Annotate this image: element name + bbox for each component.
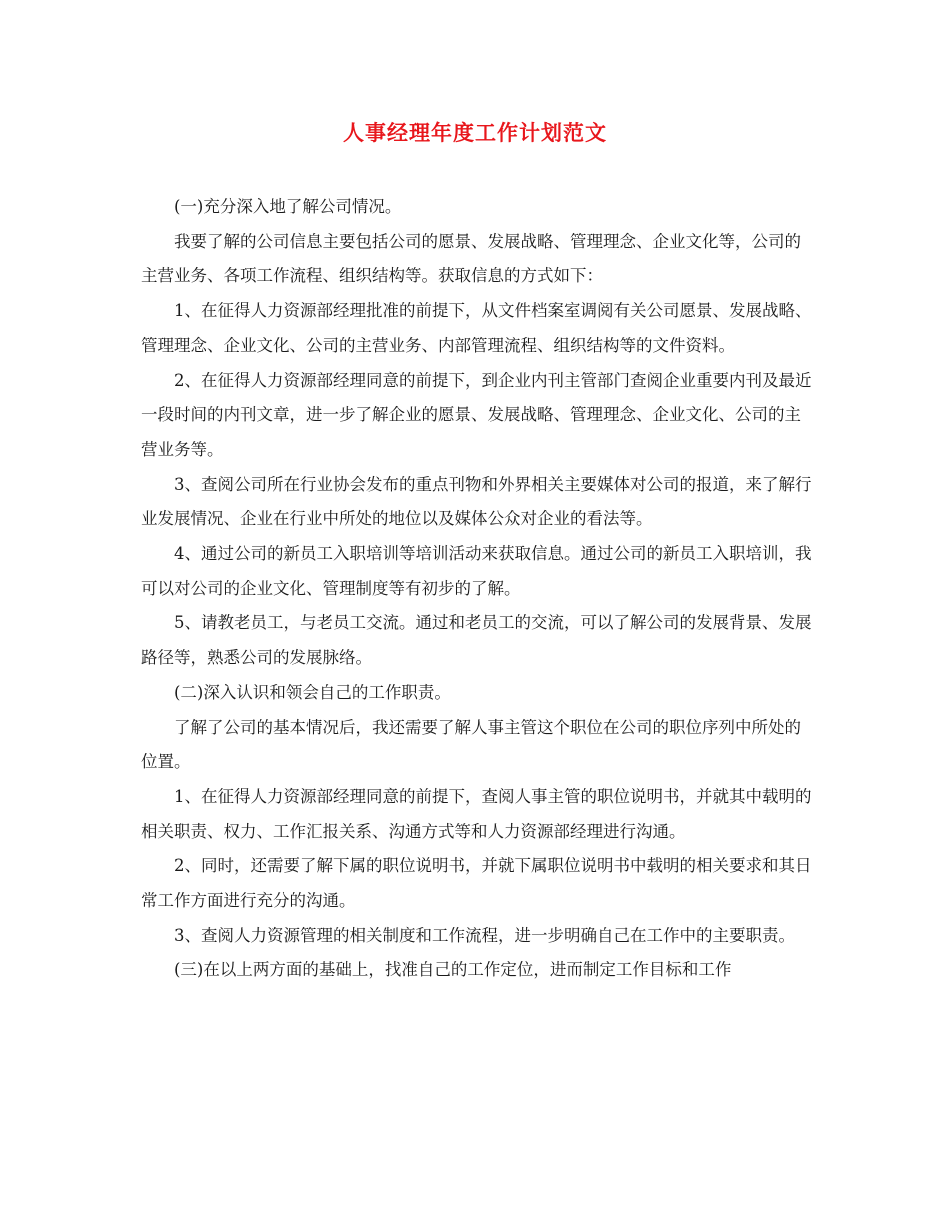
- paragraph: (三)在以上两方面的基础上，找准自己的工作定位，进而制定工作目标和工作: [174, 960, 732, 980]
- paragraph: 1、在征得人力资源部经理同意的前提下，查阅人事主管的职位说明书，并就其中载明的相关职责、权力、工作汇报关系、沟通方式等和人力资源部经理进行沟通。: [141, 786, 812, 841]
- paragraph: 5、请教老员工，与老员工交流。通过和老员工的交流，可以了解公司的发展背景、发展路径等，熟悉公司的发展脉络。: [141, 613, 812, 668]
- paragraph: 2、在征得人力资源部经理同意的前提下，到企业内刊主管部门查阅企业重要内刊及最近一段时间的内刊文章，进一步了解企业的愿景、发展战略、管理理念、企业文化、公司的主营业务等。: [141, 370, 812, 459]
- paragraph: (二)深入认识和领会自己的工作职责。: [174, 682, 451, 702]
- paragraph: (一)充分深入地了解公司情况。: [174, 197, 402, 216]
- document-title: 人事经理年度工作计划范文: [343, 121, 607, 145]
- paragraph: 1、在征得人力资源部经理批准的前提下，从文件档案室调阅有关公司愿景、发展战略、管理理念、企业文化、公司的主营业务、内部管理流程、组织结构等的文件资料。: [141, 301, 812, 355]
- document-body: [141, 190, 816, 988]
- paragraph: 2、同时，还需要了解下属的职位说明书，并就下属职位说明书中载明的相关要求和其日常工作方面进行充分的沟通。: [141, 856, 812, 911]
- paragraph: 3、查阅人力资源管理的相关制度和工作流程，进一步明确自己在工作中的主要职责。: [174, 925, 795, 945]
- paragraph: 3、查阅公司所在行业协会发布的重点刊物和外界相关主要媒体对公司的报道，来了解行业发展情况、企业在行业中所处的地位以及媒体公众对企业的看法等。: [141, 474, 812, 529]
- paragraph: 了解了公司的基本情况后，我还需要了解人事主管这个职位在公司的职位序列中所处的位置。: [141, 717, 801, 772]
- paragraph: 4、通过公司的新员工入职培训等培训活动来获取信息。通过公司的新员工入职培训，我可以对公司的企业文化、管理制度等有初步的了解。: [141, 544, 812, 598]
- paragraph: 我要了解的公司信息主要包括公司的愿景、发展战略、管理理念、企业文化等，公司的主营业务、各项工作流程、组织结构等。获取信息的方式如下：: [141, 231, 801, 286]
